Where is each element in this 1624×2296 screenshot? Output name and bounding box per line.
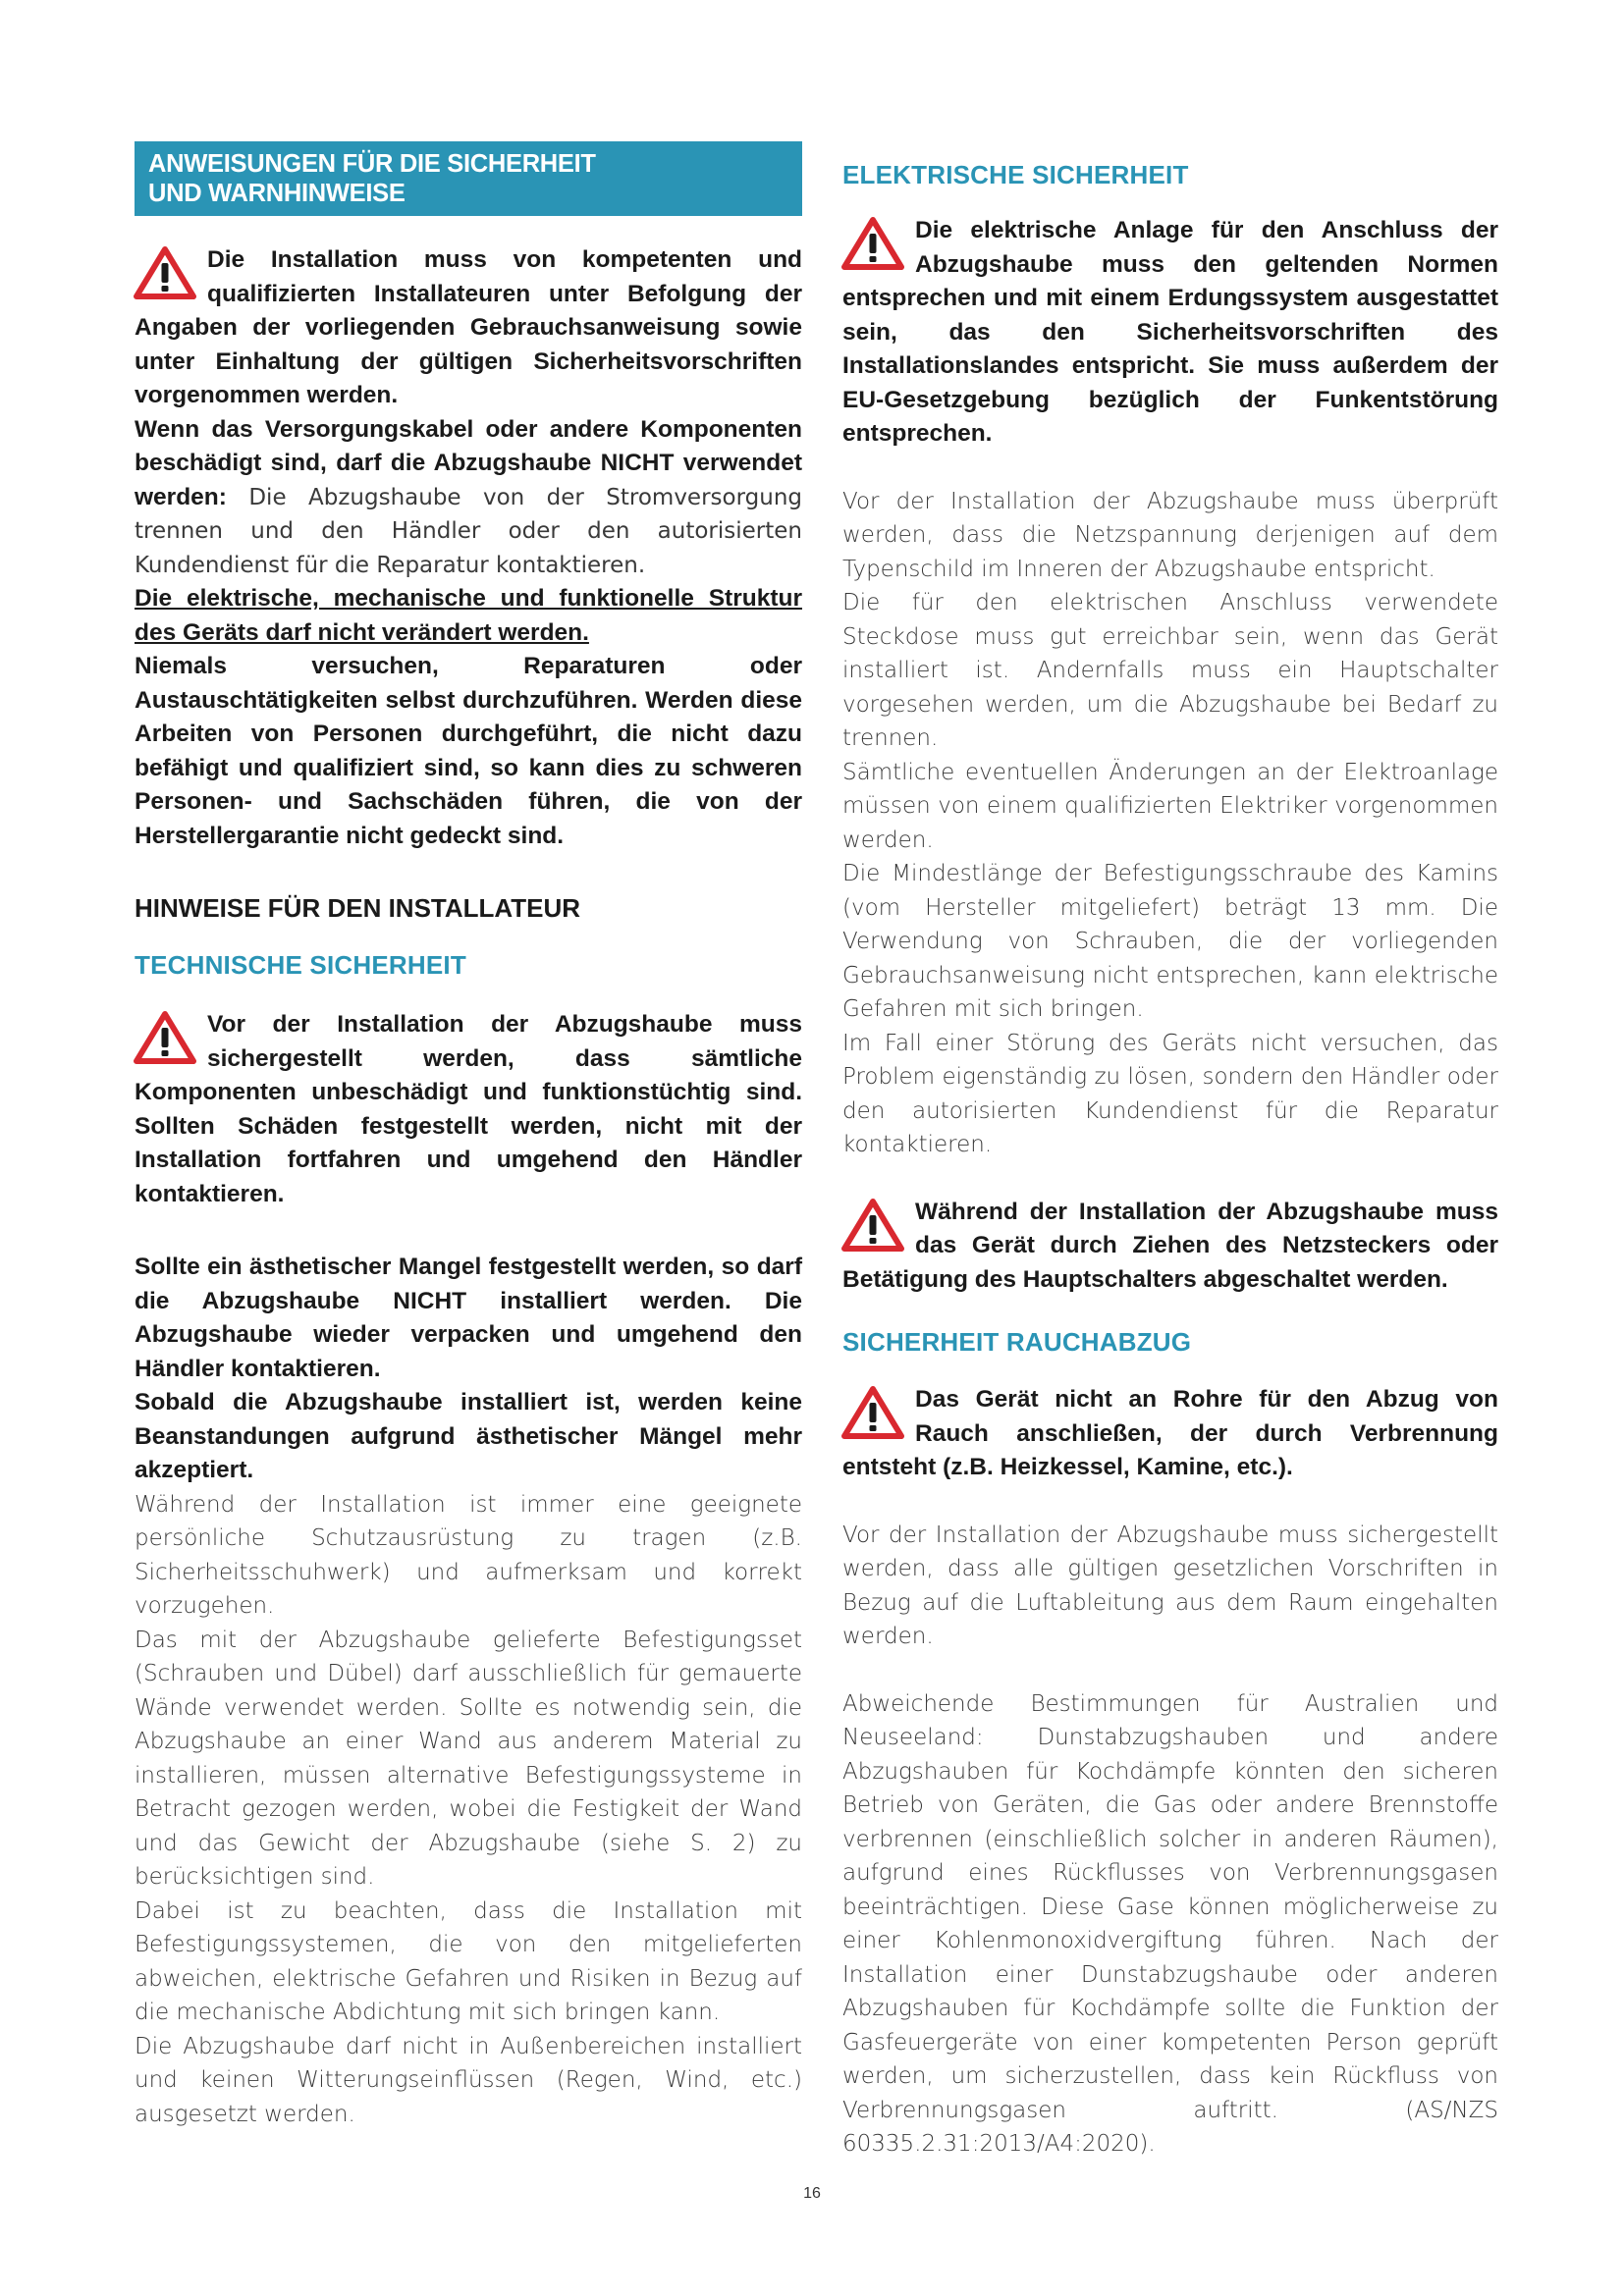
technical-warning — [135, 1008, 802, 1211]
page-number: 16 — [803, 2185, 821, 2202]
warning-triangle-icon — [840, 216, 905, 271]
socket-text: Die für den elektrischen Anschluss verwendete Steckdose muss gut erreichbar sein, wenn das Gerät installiert ist. Andernfalls muss ein Hauptschalter vorgesehen werden, um die Abzugshaube bei Bedarf zu trennen. — [842, 590, 1498, 751]
left-column — [135, 141, 802, 2131]
banner-line-1: ANWEISUNGEN FÜR DIE SICHERHEIT — [148, 150, 596, 178]
structure-notice: Die elektrische, mechanische und funktionelle Struktur des Geräts darf nicht verändert werden. — [135, 585, 802, 646]
no-complaints-notice: Sobald die Abzugshaube installiert ist, werden keine Beanstandungen aufgrund ästhetischer Mängel mehr akzeptiert. — [135, 1389, 802, 1483]
electrical-safety-heading: ELEKTRISCHE SICHERHEIT — [842, 160, 1189, 189]
flue-warning-text: Das Gerät nicht an Rohre für den Abzug von Rauch anschließen, der durch Verbrennung entsteht (z.B. Heizkessel, Kamine, etc.). — [842, 1386, 1498, 1480]
banner-line-2: UND WARNHINWEISE — [148, 180, 406, 207]
aesthetic-defect-notice: Sollte ein ästhetischer Mangel festgestellt werden, so darf die Abzugshaube NICHT installiert werden. Die Abzugshaube wieder verpacken und umgehend den Händler kontaktieren. — [135, 1254, 802, 1382]
technical-warning-text: Vor der Installation der Abzugshaube muss sichergestellt werden, dass sämtliche Komponenten unbeschädigt und funktionstüchtig sind. Sollten Schäden festgestellt werden, nicht mit der Installation fortfahren und umgehend den Händler kontaktieren. — [135, 1011, 802, 1207]
disconnect-warning — [842, 1196, 1498, 1298]
electrician-text: Sämtliche eventuellen Änderungen an der Elektroanlage müssen von einem qualifizierten Elektriker vorgenommen werden. — [842, 759, 1498, 853]
australia-nz-text: Abweichende Bestimmungen für Australien und Neuseeland: Dunstabzugshauben und andere Abzugshauben für Kochdämpfe könnten den sicheren Betrieb von Geräten, die Gas oder andere Brennstoffe verbrennen (einschließlich solcher in anderen Räumen), aufgrund eines Rückflusses von Verbrennungsgasen beeinträchtigen. Diese Gase können möglicherweise zu einer Kohlenmonoxidvergiftung führen. Nach der Installation einer Dunstabzugshaube oder anderen Abzugshauben für Kochdämpfe sollte die Funktion der Gasfeuergeräte von einer kompetenten Person geprüft werden, um sicherzustellen, dass kein Rückfluss von Verbrennungsgasen auftritt. (AS/NZS 60335.2.31:2013/A4:2020). — [842, 1690, 1498, 2157]
malfunction-text: Im Fall einer Störung des Geräts nicht versuchen, das Problem eigenständig zu lösen, sondern den Händler oder den autorisierten Kundendienst für die Reparatur kontaktieren. — [842, 1030, 1498, 1157]
electrical-warning-text: Die elektrische Anlage für den Anschluss der Abzugshaube muss den geltenden Normen entsprechen und mit einem Erdungssystem ausgestattet sein, das den Sicherheitsvorschriften des Installationslandes entspricht. Sie muss außerdem der EU-Gesetzgebung bezüglich der Funkentstörung entsprechen. — [842, 217, 1498, 447]
installation-warning — [135, 243, 802, 413]
damaged-cable-paragraph — [135, 413, 802, 583]
outdoor-text: Die Abzugshaube darf nicht in Außenbereichen installiert und keinen Witterungseinflüssen (Regen, Wind, etc.) ausgesetzt werden. — [135, 2033, 802, 2127]
right-column — [842, 141, 1498, 2162]
protective-equipment-text: Während der Installation ist immer eine geeignete persönliche Schutzausrüstung zu tragen (z.B. Sicherheitsschuhwerk) und aufmerksam und korrekt vorzugehen. — [135, 1491, 802, 1619]
electrical-warning — [842, 214, 1498, 452]
damaged-cable-normal: Die Abzugshaube von der Stromversorgung trennen und den Händler oder den autorisierten Kundendienst für die Reparatur kontaktieren. — [135, 484, 802, 578]
warning-triangle-icon — [133, 1010, 197, 1065]
technical-safety-heading: TECHNISCHE SICHERHEIT — [135, 950, 466, 980]
voltage-check-text: Vor der Installation der Abzugshaube muss überprüft werden, dass die Netzspannung derjenigen auf dem Typenschild im Inneren der Abzugshaube entspricht. — [842, 488, 1498, 582]
damaged-cable-bold: Wenn das Versorgungskabel oder andere Komponenten beschädigt sind, darf die Abzugshaube NICHT verwendet werden: — [135, 415, 802, 510]
warning-triangle-icon — [840, 1385, 905, 1440]
disconnect-warning-text: Während der Installation der Abzugshaube muss das Gerät durch Ziehen des Netzsteckers oder Betätigung des Hauptschalters abgeschaltet werden. — [842, 1198, 1498, 1293]
installation-warning-text: Die Installation muss von kompetenten und qualifizierten Installateuren unter Befolgung der Angaben der vorliegenden Gebrauchsanweisung sowie unter Einhaltung der gültigen Sicherheitsvorschriften vorgenommen werden. — [135, 246, 802, 408]
flue-warning — [842, 1383, 1498, 1485]
never-repair-notice: Niemals versuchen, Reparaturen oder Austauschtätigkeiten selbst durchzuführen. Werden diese Arbeiten von Personen durchgeführt, die nicht dazu befähigt und qualifiziert sind, so kann dies zu schweren Personen- und Sachschäden führen, die von der Herstellergarantie nicht gedeckt sind. — [135, 653, 802, 849]
safety-banner — [135, 141, 802, 216]
installer-heading: HINWEISE FÜR DEN INSTALLATEUR — [135, 893, 581, 923]
fixing-set-text: Das mit der Abzugshaube gelieferte Befestigungsset (Schrauben und Dübel) darf ausschließlich für gemauerte Wände verwendet werden. Sollte es notwendig sein, die Abzugshaube an einer Wand aus anderem Material zu installieren, müssen alternative Befestigungssysteme in Betracht gezogen werden, wobei die Festigkeit der Wand und das Gewicht der Abzugshaube (siehe S. 2) zu berücksichtigen sind. — [135, 1627, 802, 1890]
air-discharge-text: Vor der Installation der Abzugshaube muss sichergestellt werden, dass alle gültigen gesetzlichen Vorschriften in Bezug auf die Luftableitung aus dem Raum eingehalten werden. — [842, 1522, 1498, 1649]
flue-safety-heading: SICHERHEIT RAUCHABZUG — [842, 1327, 1192, 1357]
other-fixing-text: Dabei ist zu beachten, dass die Installation mit Befestigungssystemen, die von den mitgelieferten abweichen, elektrische Gefahren und Risiken in Bezug auf die mechanische Abdichtung mit sich bringen kann. — [135, 1897, 802, 2025]
warning-triangle-icon — [133, 245, 197, 300]
warning-triangle-icon — [840, 1198, 905, 1253]
screw-length-text: Die Mindestlänge der Befestigungsschraube des Kamins (vom Hersteller mitgeliefert) beträgt 13 mm. Die Verwendung von Schrauben, die der vorliegenden Gebrauchsanweisung nicht entsprechen, kann elektrische Gefahren mit sich bringen. — [842, 861, 1498, 1022]
